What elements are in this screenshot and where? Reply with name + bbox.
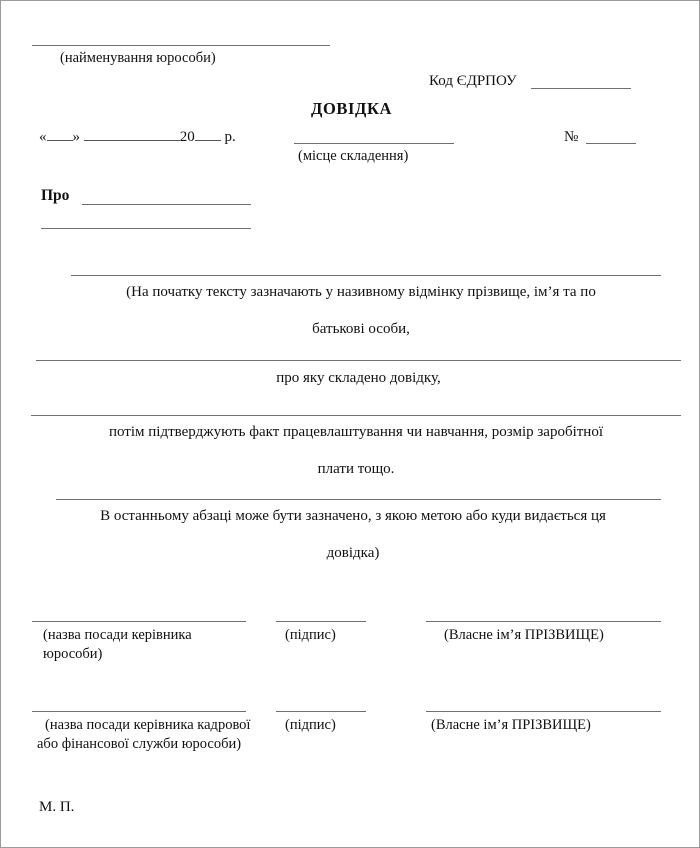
- body-paragraph-2-line-1: про яку складено довідку,: [276, 370, 441, 386]
- body-paragraph-3-line-1: потім підтверджують факт працевлаштування чи навчання, розмір заробітної: [108, 424, 604, 440]
- org-name-fill-line[interactable]: [32, 45, 330, 46]
- year-prefix: 20: [179, 129, 195, 145]
- quote-open: «: [39, 129, 47, 145]
- quote-close: »: [72, 129, 80, 145]
- date-day-input[interactable]: [47, 140, 73, 141]
- signature-1-name-caption: (Власне ім’я ПРІЗВИЩЕ): [444, 627, 604, 643]
- edrpou-fill-line[interactable]: [531, 88, 631, 89]
- org-name-caption: (найменування юрособи): [60, 50, 216, 66]
- body-paragraph-3-line-2: плати тощо.: [317, 460, 395, 477]
- edrpou-label: Код ЄДРПОУ: [429, 73, 517, 89]
- body-rule-1: [71, 275, 661, 276]
- body-paragraph-1-line-2: батькові особи,: [312, 320, 410, 337]
- body-paragraph-3: [29, 421, 683, 480]
- body-paragraph-1-line-1: (На початку тексту зазначають у називному відмінку прізвище, ім’я та по: [126, 284, 596, 300]
- signature-2-position-caption: (назва посади керівника кадрової або фінансової служби юрособи): [37, 717, 251, 753]
- date-row: [39, 129, 236, 146]
- body-rule-3: [31, 415, 681, 416]
- stamp-place-label: М. П.: [39, 799, 75, 815]
- body-paragraph-1: [51, 281, 671, 340]
- document-title: ДОВІДКА: [311, 99, 393, 118]
- body-paragraph-4-line-2: довідка): [326, 544, 380, 561]
- signature-2-name-caption: (Власне ім’я ПРІЗВИЩЕ): [431, 717, 591, 733]
- subject-fill-line-1[interactable]: [82, 204, 251, 205]
- place-caption: (місце складення): [298, 148, 409, 164]
- signature-1-signature-caption: (підпис): [285, 627, 336, 643]
- body-paragraph-4: [23, 505, 683, 564]
- subject-label: Про: [41, 187, 70, 204]
- signature-2-name-line[interactable]: [426, 711, 661, 712]
- place-fill-line[interactable]: [294, 143, 454, 144]
- number-label: №: [564, 129, 579, 145]
- body-paragraph-2: [36, 367, 681, 390]
- signature-1-position-caption: (назва посади керівника юрособи): [43, 627, 192, 663]
- body-rule-2: [36, 360, 681, 361]
- subject-fill-line-2[interactable]: [41, 228, 251, 229]
- signature-1-position-line[interactable]: [32, 621, 246, 622]
- year-suffix: р.: [224, 129, 236, 145]
- date-year-input[interactable]: [195, 140, 221, 141]
- signature-1-signature-line[interactable]: [276, 621, 366, 622]
- signature-1-name-line[interactable]: [426, 621, 661, 622]
- number-fill-line[interactable]: [586, 143, 636, 144]
- signature-2-signature-caption: (підпис): [285, 717, 336, 733]
- signature-2-position-line[interactable]: [32, 711, 246, 712]
- date-month-input[interactable]: [84, 140, 180, 141]
- body-paragraph-4-line-1: В останньому абзаці може бути зазначено, з якою метою або куди видається ця: [100, 508, 606, 524]
- signature-2-signature-line[interactable]: [276, 711, 366, 712]
- body-rule-4: [56, 499, 661, 500]
